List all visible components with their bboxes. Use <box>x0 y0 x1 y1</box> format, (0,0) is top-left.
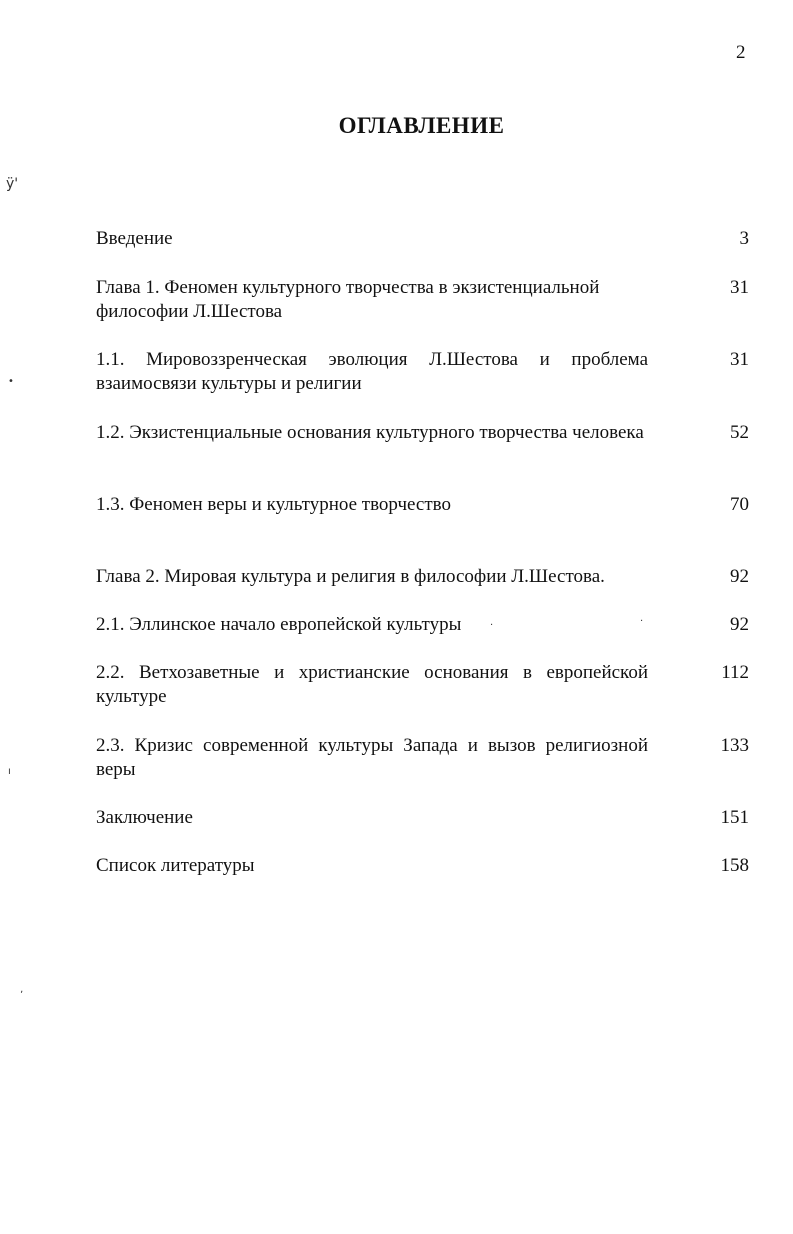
toc-entry-text: 2.3. Кризис современной культуры Запада и вызов религиозной веры <box>96 735 648 780</box>
toc-entry-text: Глава 1. Феномен культурного творчества в экзистенциальной философии Л.Шестова <box>96 277 600 322</box>
toc-entry-text: Введение <box>96 228 173 249</box>
toc-entry-page: 158 <box>720 855 749 876</box>
toc-entry-page: 92 <box>730 566 749 587</box>
toc-entry-text: Заключение <box>96 807 193 828</box>
toc-entry-page: 31 <box>730 349 749 370</box>
toc-entry-page: 52 <box>730 422 749 443</box>
toc-entry-text: Список литературы <box>96 855 255 876</box>
scan-speck: · <box>640 616 644 627</box>
toc-entry-page: 70 <box>730 494 749 515</box>
scan-speck: · <box>490 620 494 631</box>
scan-speck: ʼ <box>20 990 24 1001</box>
page-title: ОГЛАВЛЕНИЕ <box>338 113 505 138</box>
scan-speck: • <box>8 376 14 387</box>
toc-entry-page: 92 <box>730 614 749 635</box>
toc-entry-page: 133 <box>720 735 749 756</box>
toc-entry-page: 112 <box>721 662 749 683</box>
toc-entry-page: 151 <box>720 807 749 828</box>
toc-entry-text: 1.1. Мировоззренческая эволюция Л.Шестова и проблема взаимосвязи культуры и религии <box>96 349 648 394</box>
toc-entry-page: 31 <box>730 277 749 298</box>
toc-entry-text: 1.3. Феномен веры и культурное творчество <box>96 494 451 515</box>
scan-speck: ı <box>8 766 11 777</box>
toc-entry-text: 2.2. Ветхозаветные и христианские основания в европейской культуре <box>96 662 648 707</box>
toc-entry-text: 1.2. Экзистенциальные основания культурного творчества человека <box>96 422 644 443</box>
page-number: 2 <box>736 42 746 63</box>
toc-entry-text: 2.1. Эллинское начало европейской культуры <box>96 614 462 635</box>
scan-speck: ӱ' <box>6 176 19 192</box>
toc-entry-page: 3 <box>739 228 749 249</box>
toc-entry-text: Глава 2. Мировая культура и религия в философии Л.Шестова. <box>96 566 605 587</box>
